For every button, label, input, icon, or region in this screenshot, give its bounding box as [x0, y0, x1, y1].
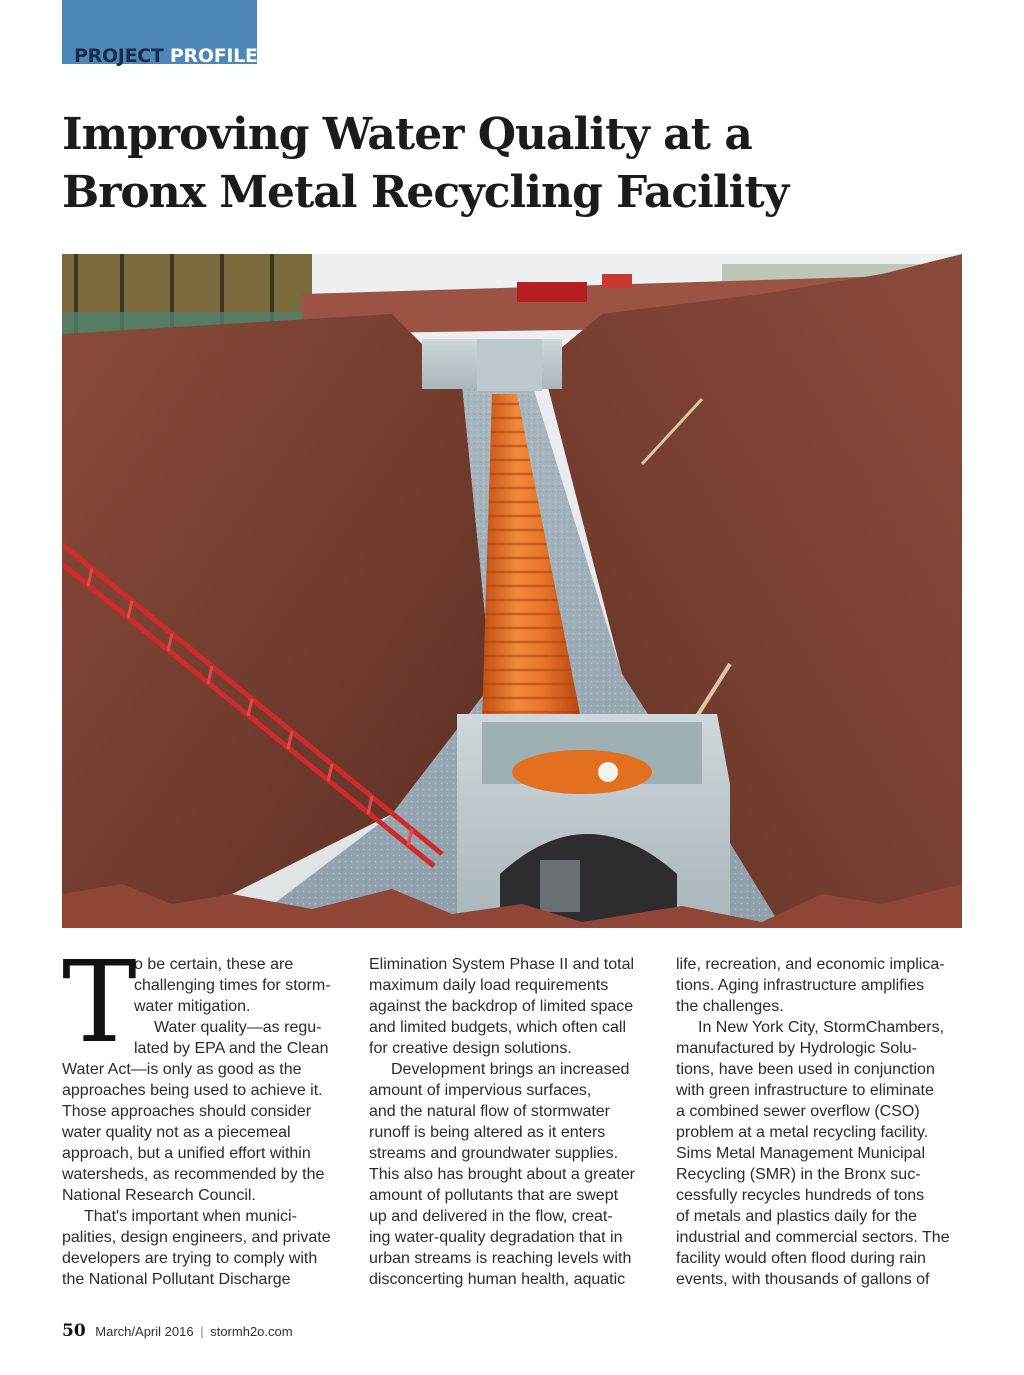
text-line: tions, have been used in conjunction: [676, 1061, 935, 1078]
text-line: developers are trying to comply with: [62, 1250, 318, 1267]
text-line: That's important when munici-: [84, 1208, 297, 1225]
text-line: urban streams is reaching levels with: [369, 1250, 632, 1267]
page-footer: [62, 1321, 293, 1341]
footer-separator: |: [200, 1324, 204, 1339]
text-line: challenging times for storm-: [134, 977, 331, 994]
paragraph: [369, 954, 659, 1059]
text-line: amount of pollutants that are swept: [369, 1187, 619, 1204]
text-line: up and delivered in the flow, creat-: [369, 1208, 613, 1225]
article-column-1: [62, 938, 352, 1290]
text-line: water quality not as a piecemeal: [62, 1124, 291, 1141]
text-line: o be certain, these are: [134, 956, 294, 973]
text-line: Water quality—as regu-: [154, 1019, 322, 1036]
paragraph: [369, 1059, 659, 1290]
page-number: 50: [62, 1321, 86, 1341]
text-line: Development brings an increased: [391, 1061, 630, 1078]
text-line: streams and groundwater supplies.: [369, 1145, 619, 1162]
text-line: the National Pollutant Discharge: [62, 1271, 291, 1288]
text-line: Water Act—is only as good as the: [62, 1061, 302, 1078]
section-tab: [62, 0, 258, 67]
text-line: approaches being used to achieve it.: [62, 1082, 323, 1099]
article-title: [62, 106, 982, 222]
text-line: against the backdrop of limited space: [369, 998, 634, 1015]
text-line: This also has brought about a greater: [369, 1166, 635, 1183]
text-line: Sims Metal Management Municipal: [676, 1145, 925, 1162]
article-column-2: [369, 954, 659, 1290]
paragraph: [676, 1017, 966, 1290]
text-line: water mitigation.: [134, 998, 251, 1015]
text-line: and the natural flow of stormwater: [369, 1103, 611, 1120]
text-line: with green infrastructure to eliminate: [676, 1082, 934, 1099]
text-line: runoff is being altered as it enters: [369, 1124, 606, 1141]
text-line: ing water-quality degradation that in: [369, 1229, 623, 1246]
text-line: and limited budgets, which often call: [369, 1019, 627, 1036]
drop-cap: T: [62, 938, 137, 1068]
text-line: manufactured by Hydrologic Solu-: [676, 1040, 918, 1057]
text-line: approach, but a unified effort within: [62, 1145, 311, 1162]
text-line: Those approaches should consider: [62, 1103, 312, 1120]
trench-pipe-installation-photo: [62, 254, 962, 928]
paragraph: [676, 954, 966, 1017]
issue-date: March/April 2016: [95, 1324, 194, 1339]
text-line: the challenges.: [676, 998, 784, 1015]
text-line: palities, design engineers, and private: [62, 1229, 331, 1246]
text-line: disconcerting human health, aquatic: [369, 1271, 626, 1288]
text-line: a combined sewer overflow (CSO): [676, 1103, 920, 1120]
text-line: life, recreation, and economic implica-: [676, 956, 945, 973]
text-line: Elimination System Phase II and total: [369, 956, 635, 973]
text-line: cessfully recycles hundreds of tons: [676, 1187, 925, 1204]
text-line: tions. Aging infrastructure amplifies: [676, 977, 925, 994]
text-line: of metals and plastics daily for the: [676, 1208, 918, 1225]
paragraph: [62, 1206, 352, 1290]
text-line: In New York City, StormChambers,: [698, 1019, 945, 1036]
section-label-word1: PROJECT: [74, 45, 164, 67]
section-label-word2: PROFILE: [169, 45, 258, 67]
article-title-line2: Bronx Metal Recycling Facility: [62, 167, 789, 218]
text-line: facility would often flood during rain: [676, 1250, 926, 1267]
text-line: lated by EPA and the Clean: [134, 1040, 329, 1057]
article-column-3: [676, 954, 966, 1290]
article-title-line1: Improving Water Quality at a: [62, 109, 752, 160]
text-line: for creative design solutions.: [369, 1040, 572, 1057]
text-line: National Research Council.: [62, 1187, 256, 1204]
section-label: [74, 47, 258, 66]
text-line: maximum daily load requirements: [369, 977, 609, 994]
text-line: industrial and commercial sectors. The: [676, 1229, 950, 1246]
site-link[interactable]: stormh2o.com: [210, 1324, 293, 1339]
text-line: watersheds, as recommended by the: [62, 1166, 325, 1183]
text-line: amount of impervious surfaces,: [369, 1082, 592, 1099]
text-line: problem at a metal recycling facility.: [676, 1124, 929, 1141]
text-line: Recycling (SMR) in the Bronx suc-: [676, 1166, 921, 1183]
text-line: events, with thousands of gallons of: [676, 1271, 930, 1288]
